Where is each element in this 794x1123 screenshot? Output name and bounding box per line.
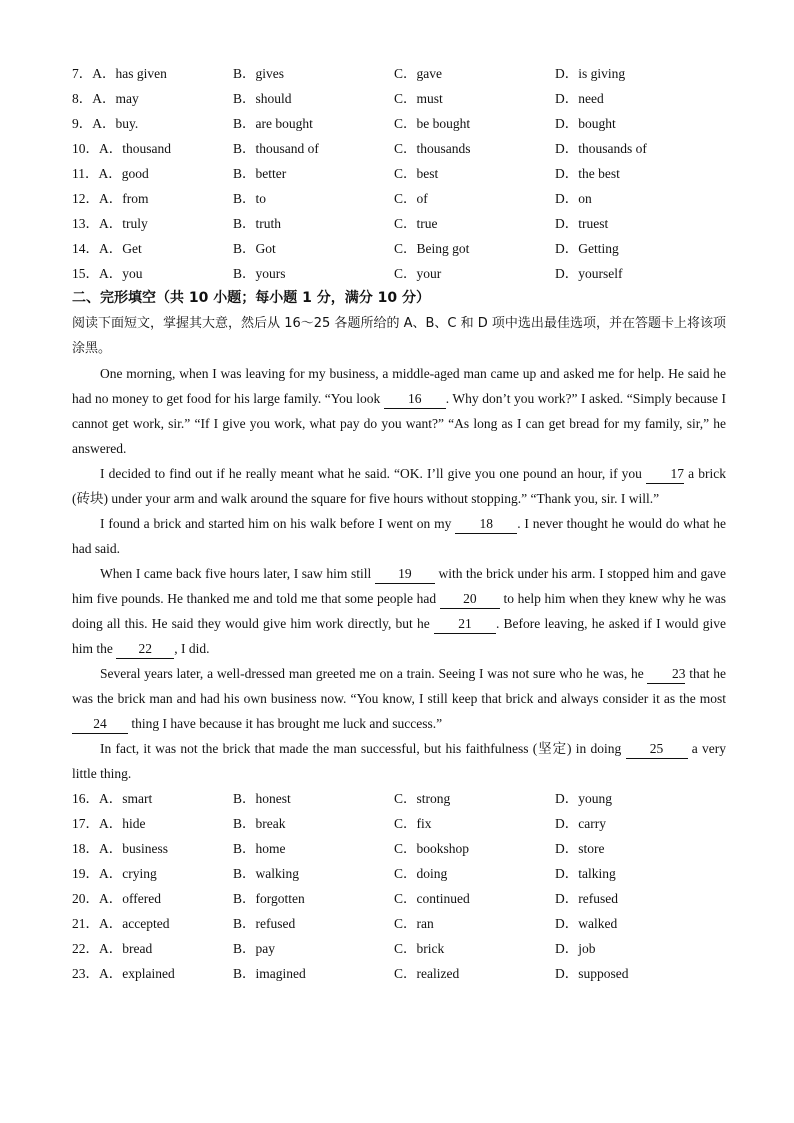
option-a: 10．A．thousand xyxy=(72,141,171,156)
passage-paragraph: In fact, it was not the brick that made the man successful, but his faithfulness (坚定) in doing 25 a very little thing. xyxy=(72,741,727,781)
option-d: D．refused xyxy=(555,891,618,906)
question-number: 14． xyxy=(72,241,99,256)
option-a: 14．A．Get xyxy=(72,241,142,256)
option-c: C．Being got xyxy=(394,241,470,256)
questions-7-15 xyxy=(72,61,726,286)
option-b: B．break xyxy=(233,816,286,831)
passage-paragraph: I decided to find out if he really meant what he said. “OK. I’ll give you one pound an hour, if you 17 a brick (砖块) under your arm and walk around the square for five hours without stopping.” “Thank you, sir. I will.” xyxy=(72,466,726,506)
blank-18: 18 xyxy=(455,515,517,534)
option-c: C．true xyxy=(394,216,438,231)
option-c: C．ran xyxy=(394,916,434,931)
option-b: B．Got xyxy=(233,241,276,256)
option-c: C．thousands xyxy=(394,141,471,156)
section-instruction: 阅读下面短文，掌握其大意，然后从 16～25 各题所给的 A、B、C 和 D 项中选出最佳选项，并在答题卡上将该项涂黑。 xyxy=(72,316,726,356)
option-a: 9．A．buy. xyxy=(72,116,139,131)
option-b: B．refused xyxy=(233,916,296,931)
question-row-9 xyxy=(72,111,726,136)
question-row-11 xyxy=(72,161,726,186)
option-a: 22．A．bread xyxy=(72,941,153,956)
option-d: D．store xyxy=(555,841,605,856)
option-c: C．of xyxy=(394,191,428,206)
question-row-8 xyxy=(72,86,726,111)
option-b: B．gives xyxy=(233,66,285,81)
question-row-18 xyxy=(72,836,726,861)
exam-page xyxy=(72,0,726,986)
option-d: D．is giving xyxy=(555,66,626,81)
option-c: C．realized xyxy=(394,966,460,981)
option-b: B．forgotten xyxy=(233,891,305,906)
option-b: B．truth xyxy=(233,216,282,231)
question-number: 16． xyxy=(72,791,99,806)
question-number: 10． xyxy=(72,141,99,156)
question-row-22 xyxy=(72,936,726,961)
option-b: B．yours xyxy=(233,266,286,281)
question-number: 18． xyxy=(72,841,99,856)
option-d: D．on xyxy=(555,191,592,206)
question-number: 17． xyxy=(72,816,99,831)
question-number: 22． xyxy=(72,941,99,956)
question-row-13 xyxy=(72,211,726,236)
question-row-14 xyxy=(72,236,726,261)
passage-paragraph: When I came back five hours later, I saw him still 19 with the brick under his arm. I stopped him and gave him five pounds. He thanked me and told me that some people had 20 to help him when they knew why he was doing all this. He said they would give him work directly, but he 21 . Before leaving, he asked if I would give him the 22 , I did. xyxy=(72,561,726,661)
option-a: 13．A．truly xyxy=(72,216,148,231)
option-b: B．should xyxy=(233,91,292,106)
option-a: 12．A．from xyxy=(72,191,149,206)
question-number: 11． xyxy=(72,166,99,181)
option-d: D．job xyxy=(555,941,596,956)
option-b: B．thousand of xyxy=(233,141,319,156)
option-a: 7．A．has given xyxy=(72,66,167,81)
option-c: C．fix xyxy=(394,816,432,831)
option-a: 18．A．business xyxy=(72,841,169,856)
option-a: 16．A．smart xyxy=(72,791,153,806)
option-d: D．walked xyxy=(555,916,618,931)
option-b: B．walking xyxy=(233,866,299,881)
question-number: 19． xyxy=(72,866,99,881)
question-row-21 xyxy=(72,911,726,936)
passage-paragraph: One morning, when I was leaving for my business, a middle-aged man came up and asked me for help. He said he had no money to get food for his large family. “You look 16 . Why don’t you work?” I asked. “Simply because I cannot get work, sir.” “If I give you work, what pay do you want?” “As long as I can get bread for my family, sir,” he answered. xyxy=(72,366,726,456)
option-c: C．continued xyxy=(394,891,470,906)
option-b: B．better xyxy=(233,166,287,181)
blank-16: 16 xyxy=(384,390,446,409)
option-b: B．honest xyxy=(233,791,291,806)
option-a: 15．A．you xyxy=(72,266,143,281)
option-a: 21．A．accepted xyxy=(72,916,170,931)
option-a: 17．A．hide xyxy=(72,816,146,831)
option-d: D．young xyxy=(555,791,612,806)
option-c: C．be bought xyxy=(394,116,471,131)
question-number: 9． xyxy=(72,116,93,131)
option-d: D．talking xyxy=(555,866,616,881)
question-row-16 xyxy=(72,786,726,811)
blank-21: 21 xyxy=(434,615,496,634)
option-b: B．imagined xyxy=(233,966,306,981)
option-c: C．doing xyxy=(394,866,448,881)
option-d: D．truest xyxy=(555,216,609,231)
option-d: D．thousands of xyxy=(555,141,647,156)
option-d: D．Getting xyxy=(555,241,619,256)
blank-24: 24 xyxy=(72,715,128,734)
questions-16-23 xyxy=(72,786,726,986)
option-d: D．carry xyxy=(555,816,606,831)
option-c: C．strong xyxy=(394,791,451,806)
option-a: 11．A．good xyxy=(72,166,149,181)
question-number: 7． xyxy=(72,66,93,81)
blank-25: 25 xyxy=(626,740,688,759)
question-row-20 xyxy=(72,886,726,911)
option-c: C．brick xyxy=(394,941,445,956)
blank-22: 22 xyxy=(116,640,174,659)
blank-17: 17 xyxy=(646,465,684,484)
option-b: B．home xyxy=(233,841,286,856)
option-c: C．your xyxy=(394,266,442,281)
question-row-23 xyxy=(72,961,726,986)
option-a: 19．A．crying xyxy=(72,866,157,881)
option-c: C．must xyxy=(394,91,443,106)
passage-paragraph: Several years later, a well-dressed man greeted me on a train. Seeing I was not sure who he was, he 23 that he was the brick man and had his own business now. “You know, I still keep that brick and always consider it as the most 24 thing I have because it has brought me luck and success.” xyxy=(72,661,726,736)
question-row-7 xyxy=(72,61,726,86)
option-d: D．supposed xyxy=(555,966,629,981)
passage-paragraph: I found a brick and started him on his walk before I went on my 18 . I never thought he would do what he had said. xyxy=(72,516,726,556)
question-row-19 xyxy=(72,861,726,886)
section-heading: 二、完形填空（共 10 小题；每小题 1 分，满分 10 分） xyxy=(72,290,430,306)
option-b: B．pay xyxy=(233,941,275,956)
option-b: B．are bought xyxy=(233,116,313,131)
option-c: C．gave xyxy=(394,66,442,81)
option-a: 23．A．explained xyxy=(72,966,175,981)
option-d: D．need xyxy=(555,91,604,106)
question-number: 15． xyxy=(72,266,99,281)
question-row-17 xyxy=(72,811,726,836)
question-number: 20． xyxy=(72,891,99,906)
option-d: D．bought xyxy=(555,116,616,131)
option-a: 20．A．offered xyxy=(72,891,161,906)
question-number: 23． xyxy=(72,966,99,981)
option-b: B．to xyxy=(233,191,267,206)
question-row-10 xyxy=(72,136,726,161)
question-number: 8． xyxy=(72,91,93,106)
option-d: D．the best xyxy=(555,166,620,181)
blank-19: 19 xyxy=(375,565,435,584)
blank-23: 23 xyxy=(647,665,685,684)
option-a: 8．A．may xyxy=(72,91,139,106)
question-number: 13． xyxy=(72,216,99,231)
option-d: D．yourself xyxy=(555,266,623,281)
question-number: 21． xyxy=(72,916,99,931)
blank-20: 20 xyxy=(440,590,500,609)
option-c: C．best xyxy=(394,166,439,181)
cloze-passage xyxy=(72,361,726,786)
question-row-12 xyxy=(72,186,726,211)
question-number: 12． xyxy=(72,191,99,206)
question-row-15 xyxy=(72,261,726,286)
option-c: C．bookshop xyxy=(394,841,470,856)
